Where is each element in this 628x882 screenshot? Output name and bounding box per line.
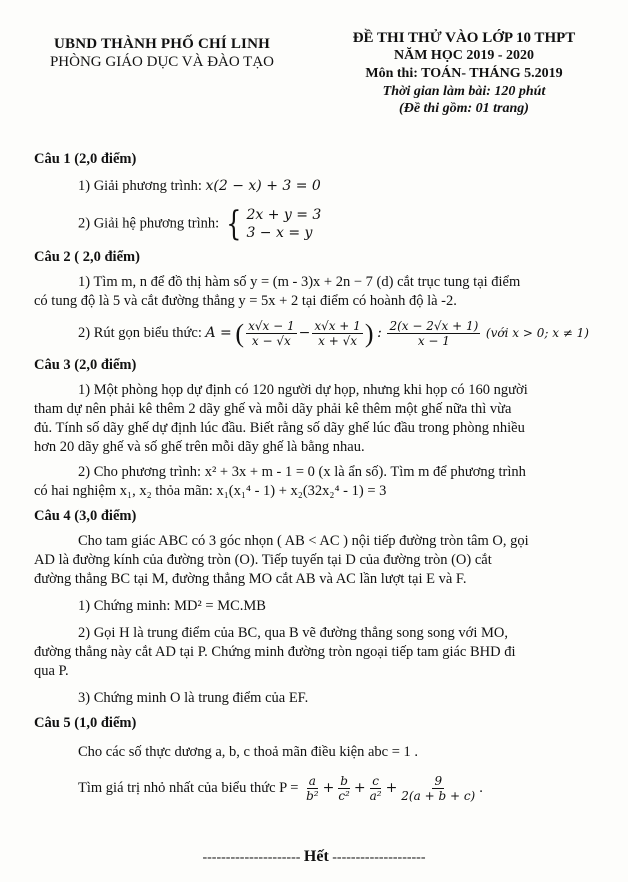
footer-dashes-left: ---------------------	[202, 850, 301, 865]
q2-fraction-2: $\frac{x√x + 1}{x + √x}$	[314, 319, 361, 348]
q4-part3: 3) Chứng minh O là trung điểm của EF.	[78, 690, 309, 706]
q2-part1-line1: 1) Tìm m, n để đồ thị hàm số y = (m - 3)x + 2n − 7 (d) cắt trục tung tại điểm	[78, 274, 521, 290]
header-authority: UBND THÀNH PHỐ CHÍ LINH	[53, 36, 270, 52]
left-brace-icon: {	[226, 204, 242, 244]
exam-content	[34, 150, 594, 803]
q2-part2: 2) Rút gọn biểu thức: A = ( $\frac{x√x - 1}{x - √x}$ − $\frac{x√x + 1}{x + √x}$ ) : $\frac{2(x - 2√x + 1)}{x - 1}$ (với x > 0; x ≠ 1)	[78, 319, 589, 348]
q2-part2-text: 2) Rút gọn biểu thức:	[78, 324, 206, 341]
q4-part2-line2: đường thẳng này cắt AD tại P. Chứng minh đường tròn ngoại tiếp tam giác BHD đi	[34, 644, 516, 660]
q2-fraction-3: $\frac{2(x - 2√x + 1)}{x - 1}$	[389, 319, 479, 348]
q1-title: Câu 1 (2,0 điểm)	[34, 151, 137, 167]
header-right	[316, 30, 612, 117]
header-department: PHÒNG GIÁO DỤC VÀ ĐÀO TẠO	[49, 54, 275, 70]
q3-part2-line1: 2) Cho phương trình: x² + 3x + m - 1 = 0 (x là ẩn số). Tìm m để phương trình	[78, 464, 526, 480]
q5-term-1: $\frac{a}{\text{b²}}$	[306, 774, 319, 803]
q4-intro-line2: AD là đường kính của đường tròn (O). Tiếp tuyến tại D của đường tròn (O) cắt	[34, 552, 492, 568]
q5-term-4: $\frac{9}{2(a + b + c)}$	[401, 774, 476, 803]
q3-part2-line2: có hai nghiệm x₁, x₂ thỏa mãn: x₁(x₁⁴ - 1) + x₂(32x₂⁴ - 1) = 3	[34, 483, 387, 499]
time-limit: Thời gian làm bài: 120 phút	[382, 84, 546, 99]
q3-part1-line4: hơn 20 dãy ghế và số ghế trên mỗi dãy ghế là bằng nhau.	[34, 439, 365, 455]
q4-intro-line3: đường thẳng BC tại M, đường thẳng MO cắt AB và AC lần lượt tại E và F.	[34, 571, 467, 587]
header-left	[22, 36, 302, 71]
footer-dashes-right: --------------------	[332, 850, 426, 865]
q1-system-eq1: 2x + y = 3	[246, 207, 322, 223]
q4-part2-line3: qua P.	[34, 663, 69, 679]
q1-part1-text: 1) Giải phương trình:	[78, 178, 206, 194]
q2-expr-A: A =	[205, 324, 232, 341]
q3-title: Câu 3 (2,0 điểm)	[34, 357, 137, 373]
q1-part1-equation: x(2 − x) + 3 = 0	[205, 178, 321, 194]
q3-part1-line2: tham dự nên phải kê thêm 2 dãy ghế và mỗi dãy phải kê thêm một ghế nữa thì vừa	[34, 401, 512, 417]
footer-label: Hết	[303, 848, 329, 865]
q4-part1: 1) Chứng minh: MD² = MC.MB	[78, 598, 266, 614]
q3-part1-line1: 1) Một phòng họp dự định có 120 người dự họp, nhưng khi họp có 160 người	[78, 382, 528, 398]
q4-title: Câu 4 (3,0 điểm)	[34, 508, 137, 524]
q2-fraction-1: $\frac{x√x - 1}{x - √x}$	[248, 319, 295, 348]
q2-title: Câu 2 ( 2,0 điểm)	[34, 249, 140, 265]
q5-line2: Tìm giá trị nhỏ nhất của biểu thức P = $\frac{a}{\text{b²}}$ + $\frac{b}{\text{c²}}$ + $\frac{c}{\text{a²}}$ + $\frac{9}{2(a + b + c)}$ .	[78, 774, 483, 803]
subject: Môn thi: TOÁN- THÁNG 5.2019	[365, 66, 563, 81]
q3-part1-line3: đủ. Tính số dãy ghế dự định lúc đầu. Biết rằng số dãy ghế lúc đầu trong phòng nhiều	[34, 420, 525, 436]
q4-part2-line1: 2) Gọi H là trung điểm của BC, qua B vẽ đường thẳng song song với MO,	[78, 625, 508, 641]
q1-part1	[34, 177, 594, 196]
page-count: (Đề thi gồm: 01 trang)	[399, 101, 529, 116]
q1-equation-system	[223, 206, 322, 242]
footer-end-mark	[0, 848, 628, 866]
q5-line2-text: Tìm giá trị nhỏ nhất của biểu thức P =	[78, 779, 299, 796]
q1-part2	[34, 206, 594, 242]
q2-part1-line2: có tung độ là 5 và cắt đường thẳng y = 5x + 2 tại điểm có hoành độ là -2.	[34, 293, 457, 309]
q1-system-eq2: 3 − x = y	[246, 225, 313, 241]
q2-condition: (với x > 0; x ≠ 1)	[485, 325, 589, 340]
q5-term-3: $\frac{c}{\text{a²}}$	[369, 774, 382, 803]
q1-part2-text: 2) Giải hệ phương trình:	[78, 215, 223, 232]
school-year: NĂM HỌC 2019 - 2020	[394, 48, 534, 63]
q4-intro-line1: Cho tam giác ABC có 3 góc nhọn ( AB < AC ) nội tiếp đường tròn tâm O, gọi	[78, 533, 529, 549]
q5-title: Câu 5 (1,0 điểm)	[34, 715, 137, 731]
q5-term-2: $\frac{b}{\text{c²}}$	[338, 774, 350, 803]
q5-line1: Cho các số thực dương a, b, c thoả mãn điều kiện abc = 1 .	[78, 744, 418, 760]
exam-title: ĐỀ THI THỬ VÀO LỚP 10 THPT	[352, 30, 576, 46]
